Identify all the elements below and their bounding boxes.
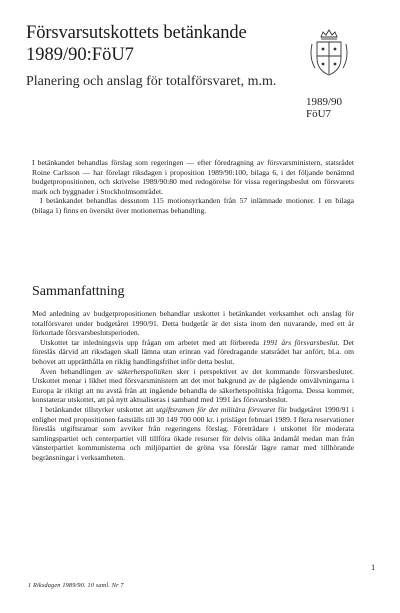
summary-p4-emphasis: utgiftsramen för det militära försvaret: [156, 404, 276, 414]
summary-p2-text: Utskottet tar inledningsvis upp frågan om arbetet med att förbereda: [40, 337, 263, 347]
summary-text: [32, 309, 354, 463]
document-number: [306, 97, 342, 120]
summary-paragraph-2: [32, 338, 354, 367]
intro-text: [32, 158, 354, 216]
summary-paragraph-4: [32, 405, 354, 463]
title-line-1: Försvarsutskottets betänkande: [26, 23, 247, 43]
title-line-2: 1989/90:FöU7: [26, 45, 134, 65]
summary-paragraph-3: [32, 367, 354, 405]
document-code: FöU7: [306, 107, 332, 120]
summary-p2-rest: Det föreslås därvid att riksdagen skall lämna utan erinran vad föredragande statsrådet har anfört, bl.a. om behovet att upprätthålla en riklig handlingsfrihet inför detta beslut.: [32, 337, 354, 366]
document-year: 1989/90: [306, 96, 343, 108]
page-number: 1: [371, 562, 376, 572]
intro-paragraph-2: I betänkandet behandlas dessutom 115 motionsyrkanden från 57 inlämnade motioner. I en bilaga (bilaga 1) finns en översikt över motionernas behandling.: [32, 196, 354, 215]
coat-of-arms-icon: [308, 28, 350, 78]
footer-imprint: 1 Riksdagen 1989/90. 10 saml. Nr 7: [28, 582, 124, 589]
subtitle: Planering och anslag för totalförsvaret, m.m.: [26, 74, 277, 89]
summary-p3-rest: sker i perspektivet av det kommande försvarsbeslutet. Utskottet menar i likhet med försvarsministern att det mot bakgrund av de pågående omvälvningarna i Europa är riktigt att nu avstå från att ingående behandla de säkerhetspolitiska frågorna. Dessa kommer, konstaterar utskottet, att på nytt aktualiseras i samband med 1991 års försvarsbeslut.: [32, 366, 354, 405]
summary-p4-text: I betänkandet tillstyrker utskottet att: [40, 404, 157, 414]
summary-p3-emphasis: säkerhetspolitiken: [117, 366, 173, 376]
summary-p3-text: Även behandlingen av: [40, 366, 118, 376]
summary-paragraph-1: Med anledning av budgetpropositionen behandlar utskottet i betänkandet verksamhet och anslag för totalförsvaret under budgetåret 1990/91. Detta budgetår är det sista inom den nuvarande, med ett år förkortade försvarsbeslutsperioden.: [32, 309, 354, 338]
intro-paragraph-1: I betänkandet behandlas förslag som regeringen — efter föredragning av försvarsministern, statsrådet Roine Carlsson — har förelagt riksdagen i proposition 1989/90:100, bilaga 6, i det följande benämnd budgetpropositionen, och skrivelse 1989/90:80 med redogörelse för vissa regeringsbeslut om försvarets mark och byggnader i Stockholmsområdet.: [32, 158, 354, 196]
section-heading-summary: Sammanfattning: [32, 284, 125, 299]
summary-p4-rest: för budgetåret 1990/91 i enlighet med propositionen fastställs till 30 149 700 000 kr. i prisläget februari 1989. I flera reservationer föreslås utgiftsramar som avviker från regeringens förslag. Företrädare i utskottet för moderata samlingspartiet och centerpartiet vill tillföra ökade resurser för delvis olika ändamål medan man från vänsterpartiet kommunisterna och miljöpartiet de gröna vsa föreslår lägre ramar med tillhörande begränsningar i verksamheten.: [32, 404, 355, 462]
summary-p2-emphasis: 1991 års försvarsbeslut.: [262, 337, 340, 347]
